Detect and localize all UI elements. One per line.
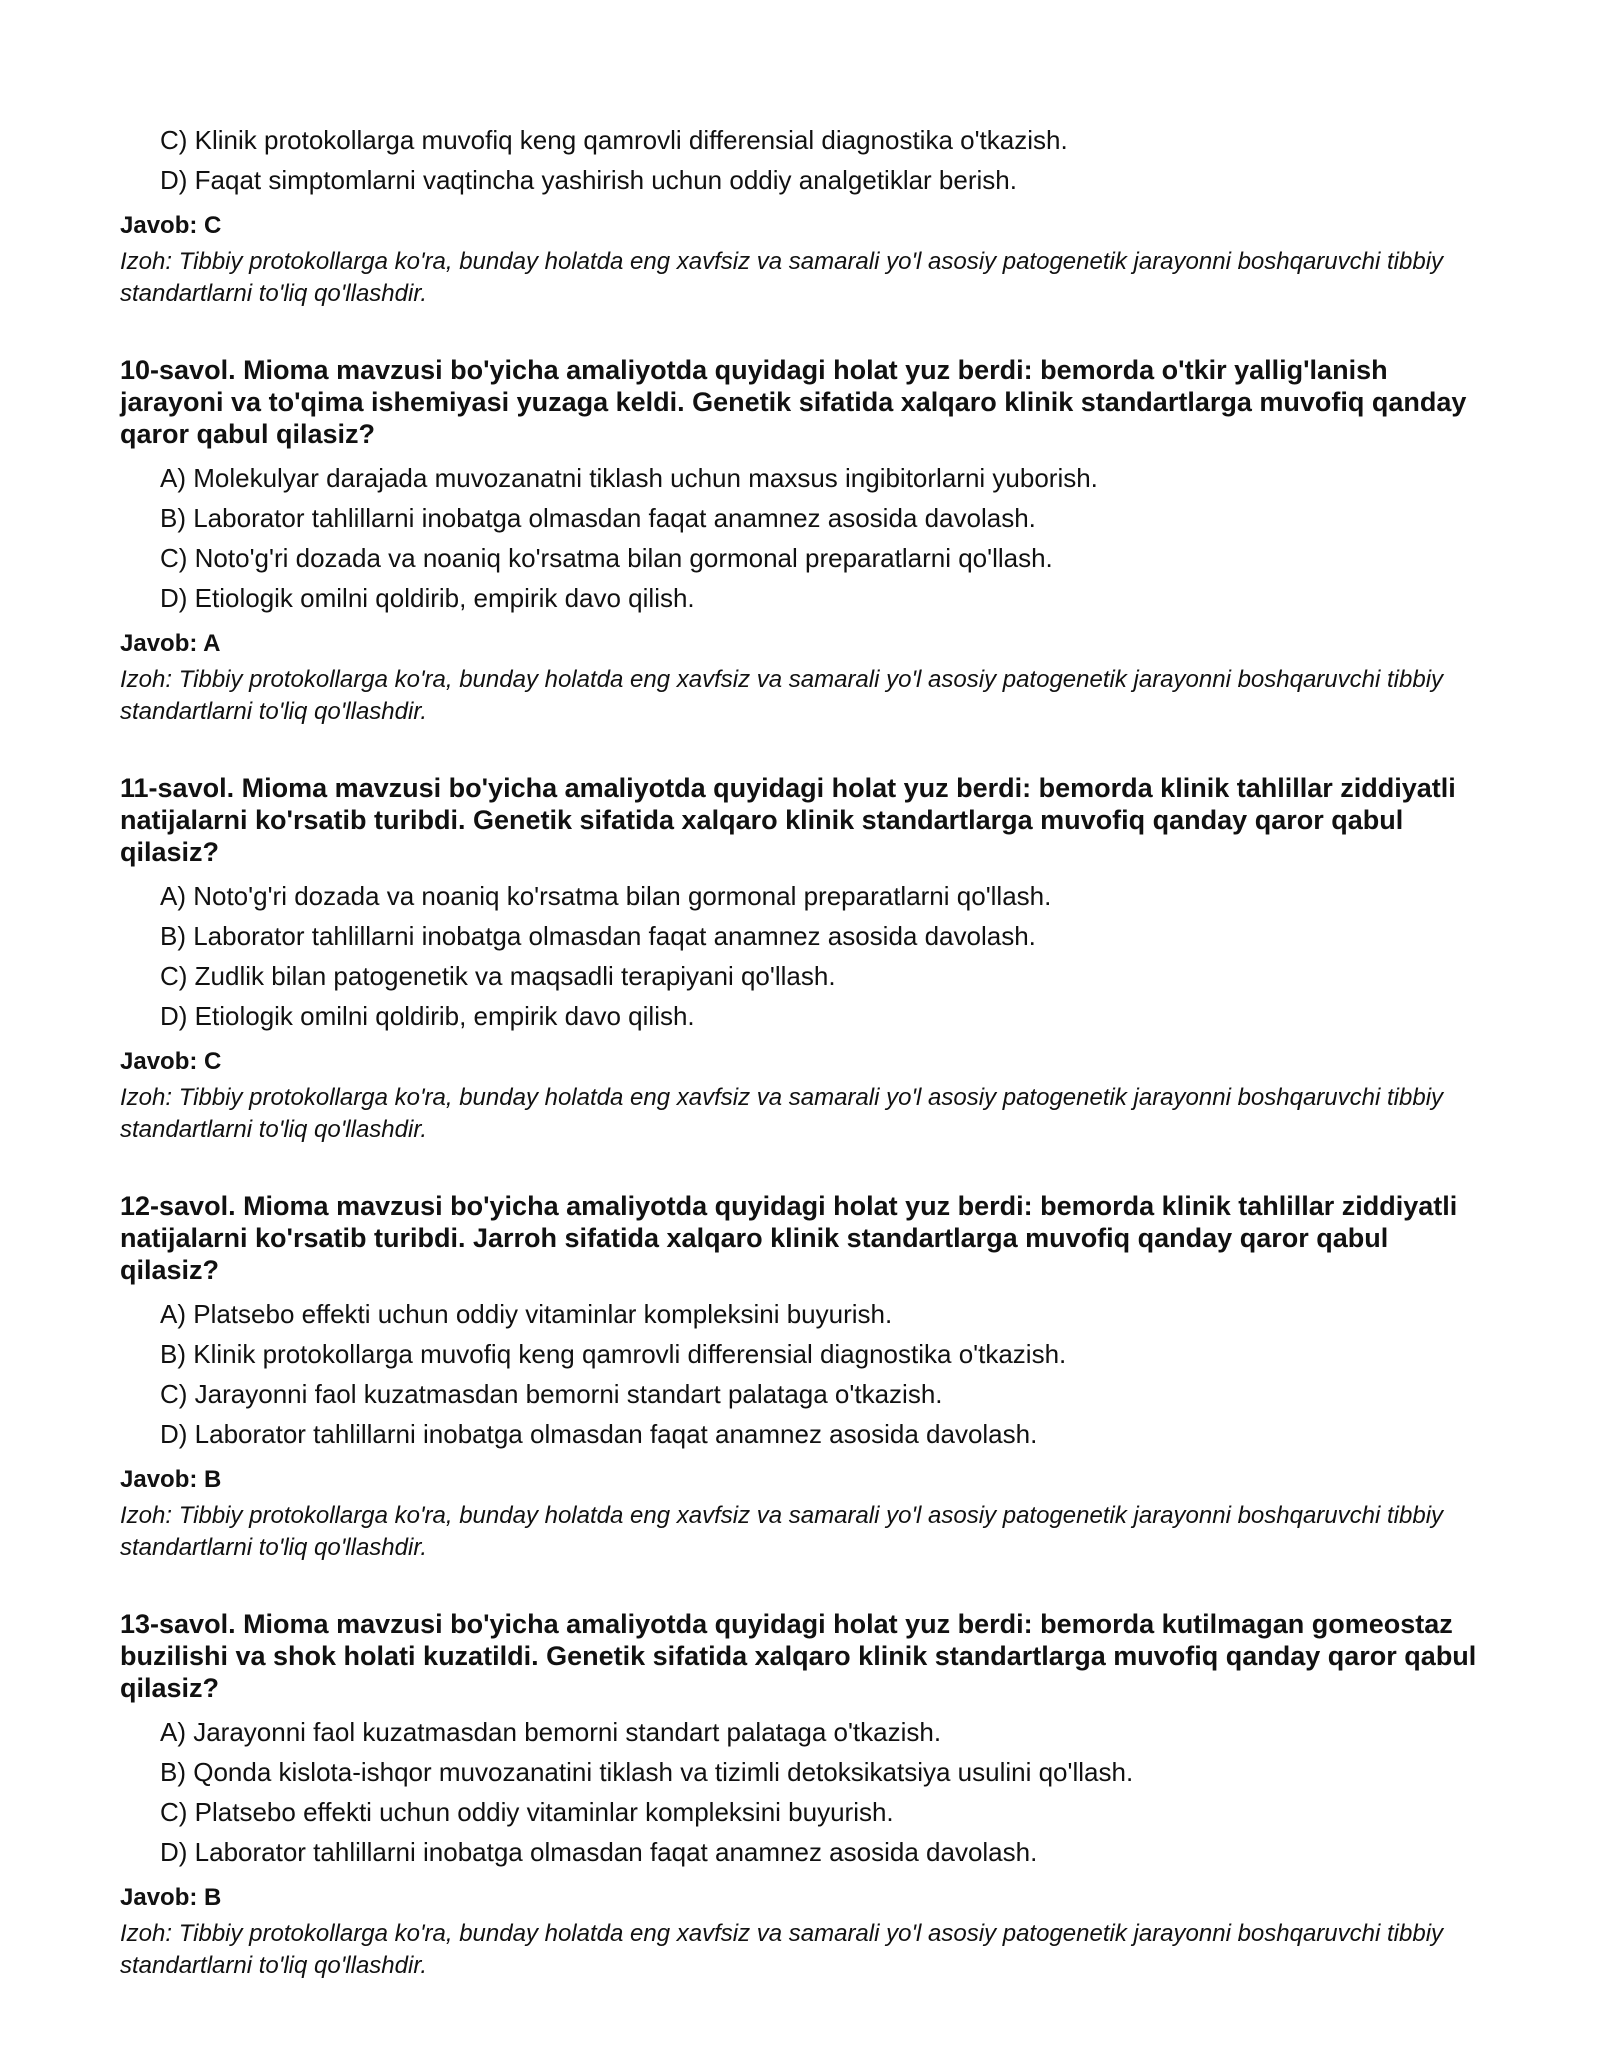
answer-option: D) Laborator tahlillarni inobatga olmasdan faqat anamnez asosida davolash.	[160, 1837, 1038, 1867]
answer-option: A) Jarayonni faol kuzatmasdan bemorni standart palataga o'tkazish.	[160, 1717, 942, 1747]
explanation-note: Izoh: Tibbiy protokollarga ko'ra, bunday holatda eng xavfsiz va samarali yo'l asosiy patogenetik jarayonni boshqaruvchi tibbiy standartlarni to'liq qo'llashdir.	[120, 248, 1444, 307]
answer-option: C) Zudlik bilan patogenetik va maqsadli terapiyani qo'llash.	[160, 961, 836, 991]
explanation-note: Izoh: Tibbiy protokollarga ko'ra, bunday holatda eng xavfsiz va samarali yo'l asosiy patogenetik jarayonni boshqaruvchi tibbiy standartlarni to'liq qo'llashdir.	[120, 1920, 1444, 1979]
answer-option: B) Laborator tahlillarni inobatga olmasdan faqat anamnez asosida davolash.	[160, 503, 1036, 533]
correct-answer: Javob: C	[120, 1048, 222, 1075]
question-title: 11-savol. Mioma mavzusi bo'yicha amaliyotda quyidagi holat yuz berdi: bemorda klinik tahlillar ziddiyatli natijalarni ko'rsatib turibdi. Genetik sifatida xalqaro klinik standartlarga muvofiq qanday qaror qabul qilasiz?	[120, 773, 1456, 867]
question-block-10	[120, 354, 1490, 728]
document-page	[120, 120, 1490, 1982]
question-title: 13-savol. Mioma mavzusi bo'yicha amaliyotda quyidagi holat yuz berdi: bemorda kutilmagan gomeostaz buzilishi va shok holati kuzatildi. Genetik sifatida xalqaro klinik standartlarga muvofiq qanday qaror qabul qilasiz?	[120, 1609, 1477, 1703]
answer-option: D) Laborator tahlillarni inobatga olmasdan faqat anamnez asosida davolash.	[160, 1419, 1038, 1449]
answer-option: D) Faqat simptomlarni vaqtincha yashirish uchun oddiy analgetiklar berish.	[160, 165, 1017, 195]
question-title: 12-savol. Mioma mavzusi bo'yicha amaliyotda quyidagi holat yuz berdi: bemorda klinik tahlillar ziddiyatli natijalarni ko'rsatib turibdi. Jarroh sifatida xalqaro klinik standartlarga muvofiq qanday qaror qabul qilasiz?	[120, 1191, 1458, 1285]
question-block-12	[120, 1190, 1490, 1564]
answer-option: C) Noto'g'ri dozada va noaniq ko'rsatma bilan gormonal preparatlarni qo'llash.	[160, 543, 1053, 573]
answer-option: C) Klinik protokollarga muvofiq keng qamrovli differensial diagnostika o'tkazish.	[160, 125, 1068, 155]
question-title: 10-savol. Mioma mavzusi bo'yicha amaliyotda quyidagi holat yuz berdi: bemorda o'tkir yallig'lanish jarayoni va to'qima ishemiyasi yuzaga keldi. Genetik sifatida xalqaro klinik standartlarga muvofiq qanday qaror qabul qilasiz?	[120, 355, 1467, 449]
answer-option: B) Qonda kislota-ishqor muvozanatini tiklash va tizimli detoksikatsiya usulini qo'llash.	[160, 1757, 1134, 1787]
answer-option: D) Etiologik omilni qoldirib, empirik davo qilish.	[160, 1001, 695, 1031]
answer-option: D) Etiologik omilni qoldirib, empirik davo qilish.	[160, 583, 695, 613]
explanation-note: Izoh: Tibbiy protokollarga ko'ra, bunday holatda eng xavfsiz va samarali yo'l asosiy patogenetik jarayonni boshqaruvchi tibbiy standartlarni to'liq qo'llashdir.	[120, 666, 1444, 725]
question-block-13	[120, 1608, 1490, 1982]
answer-option: A) Platsebo effekti uchun oddiy vitaminlar kompleksini buyurish.	[160, 1299, 893, 1329]
answer-option: A) Noto'g'ri dozada va noaniq ko'rsatma bilan gormonal preparatlarni qo'llash.	[160, 881, 1052, 911]
explanation-note: Izoh: Tibbiy protokollarga ko'ra, bunday holatda eng xavfsiz va samarali yo'l asosiy patogenetik jarayonni boshqaruvchi tibbiy standartlarni to'liq qo'llashdir.	[120, 1084, 1444, 1143]
answer-option: A) Molekulyar darajada muvozanatni tiklash uchun maxsus ingibitorlarni yuborish.	[160, 463, 1098, 493]
answer-option: B) Klinik protokollarga muvofiq keng qamrovli differensial diagnostika o'tkazish.	[160, 1339, 1067, 1369]
correct-answer: Javob: A	[120, 630, 221, 657]
answer-option: C) Platsebo effekti uchun oddiy vitaminlar kompleksini buyurish.	[160, 1797, 894, 1827]
explanation-note: Izoh: Tibbiy protokollarga ko'ra, bunday holatda eng xavfsiz va samarali yo'l asosiy patogenetik jarayonni boshqaruvchi tibbiy standartlarni to'liq qo'llashdir.	[120, 1502, 1444, 1561]
answer-option: B) Laborator tahlillarni inobatga olmasdan faqat anamnez asosida davolash.	[160, 921, 1036, 951]
question-block-11	[120, 772, 1490, 1146]
question-block-partial	[120, 120, 1490, 310]
correct-answer: Javob: B	[120, 1466, 222, 1493]
correct-answer: Javob: C	[120, 212, 222, 239]
answer-option: C) Jarayonni faol kuzatmasdan bemorni standart palataga o'tkazish.	[160, 1379, 943, 1409]
correct-answer: Javob: B	[120, 1884, 222, 1911]
